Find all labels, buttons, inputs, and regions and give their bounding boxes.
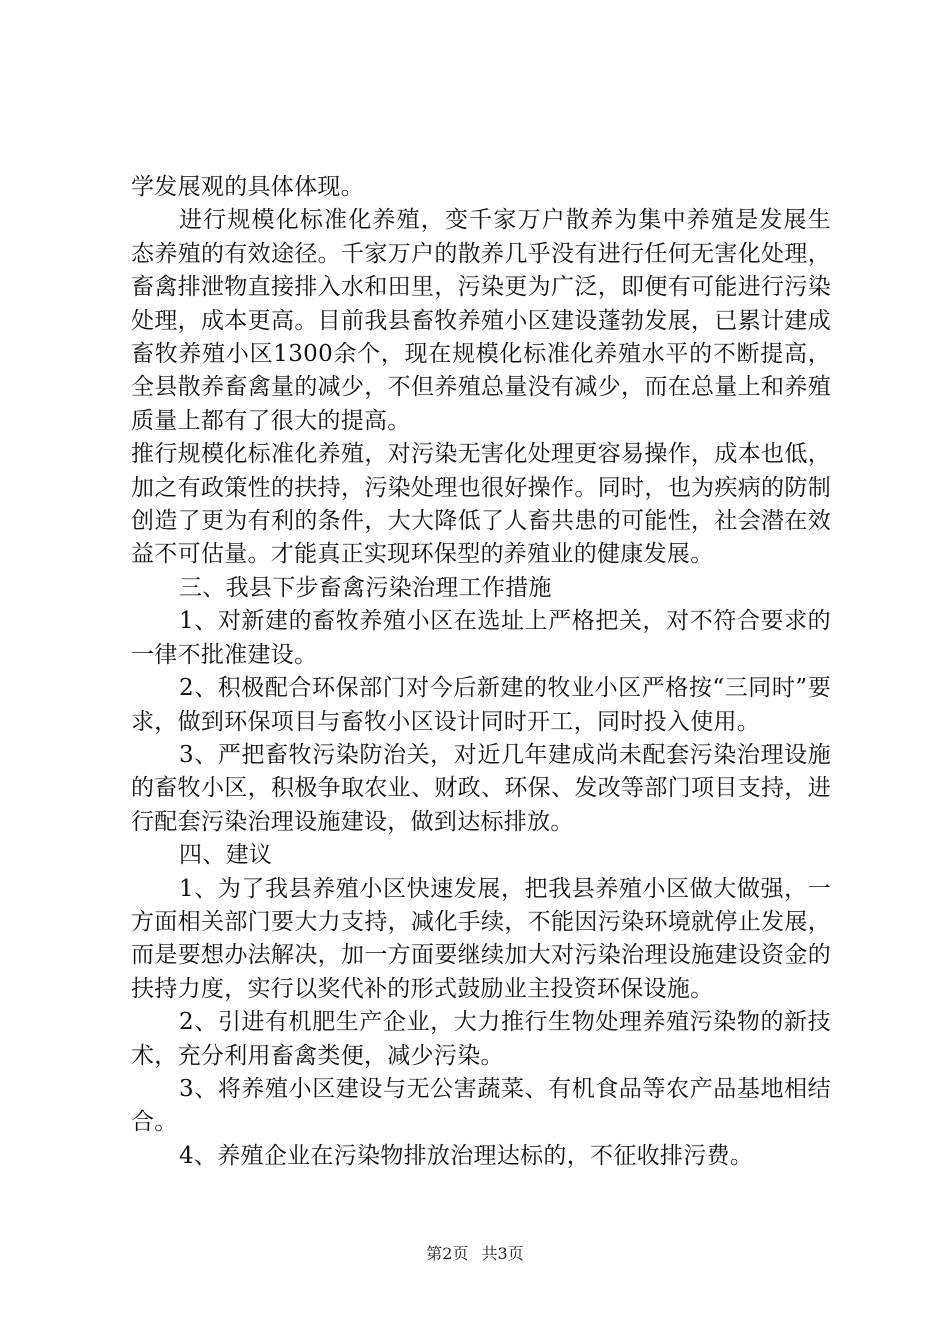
paragraph-3: 推行规模化标准化养殖，对污染无害化处理更容易操作，成本也低，加之有政策性的扶持，污染处理也很好操作。同时，也为疾病的防制创造了更为有利的条件，大大降低了人畜共患的可能性，社会潜在效益不可估量。才能真正实现环保型的养殖业的健康发展。 bbox=[131, 441, 831, 568]
suggestion-item-3: 3、将养殖小区建设与无公害蔬菜、有机食品等农产品基地相结合。 bbox=[131, 1075, 831, 1136]
paragraph-1: 学发展观的具体体现。 bbox=[131, 174, 364, 200]
page-number-total: 共3页 bbox=[481, 1244, 524, 1263]
suggestion-item-2: 2、引进有机肥生产企业，大力推行生物处理养殖污染物的新技术，充分利用畜禽类便，减少污染。 bbox=[131, 1009, 831, 1069]
measure-item-2: 2、积极配合环保部门对今后新建的牧业小区严格按“三同时”要求，做到环保项目与畜牧小区设计同时开工，同时投入使用。 bbox=[131, 675, 831, 735]
section-heading-3: 三、我县下步畜禽污染治理工作措施 bbox=[179, 574, 552, 601]
page-number-current: 第2页 bbox=[426, 1244, 469, 1263]
measure-item-3: 3、严把畜牧污染防治关，对近几年建成尚未配套污染治理设施的畜牧小区，积极争取农业、财政、环保、发改等部门项目支持，进行配套污染治理设施建设，做到达标排放。 bbox=[131, 741, 831, 835]
measure-item-1: 1、对新建的畜牧养殖小区在选址上严格把关，对不符合要求的一律不批准建设。 bbox=[131, 608, 831, 668]
suggestion-item-1: 1、为了我县养殖小区快速发展，把我县养殖小区做大做强，一方面相关部门要大力支持，减化手续，不能因污染环境就停止发展，而是要想办法解决，加一方面要继续加大对污染治理设施建设资金的扶持力度，实行以奖代补的形式鼓励业主投资环保设施。 bbox=[131, 875, 831, 1002]
suggestion-item-4: 4、养殖企业在污染物排放治理达标的，不征收排污费。 bbox=[179, 1142, 754, 1169]
document-body bbox=[131, 171, 831, 1173]
page-footer bbox=[0, 1244, 950, 1264]
section-heading-4: 四、建议 bbox=[179, 842, 273, 869]
paragraph-2: 进行规模化标准化养殖，变千家万户散养为集中养殖是发展生态养殖的有效途径。千家万户的散养几乎没有进行任何无害化处理，畜禽排泄物直接排入水和田里，污染更为广泛，即便有可能进行污染处理，成本更高。目前我县畜牧养殖小区建设蓬勃发展，已累计建成畜牧养殖小区1300余个，现在规模化标准化养殖水平的不断提高，全县散养畜禽量的减少，不但养殖总量没有减少，而在总量上和养殖质量上都有了很大的提高。 bbox=[131, 207, 831, 434]
